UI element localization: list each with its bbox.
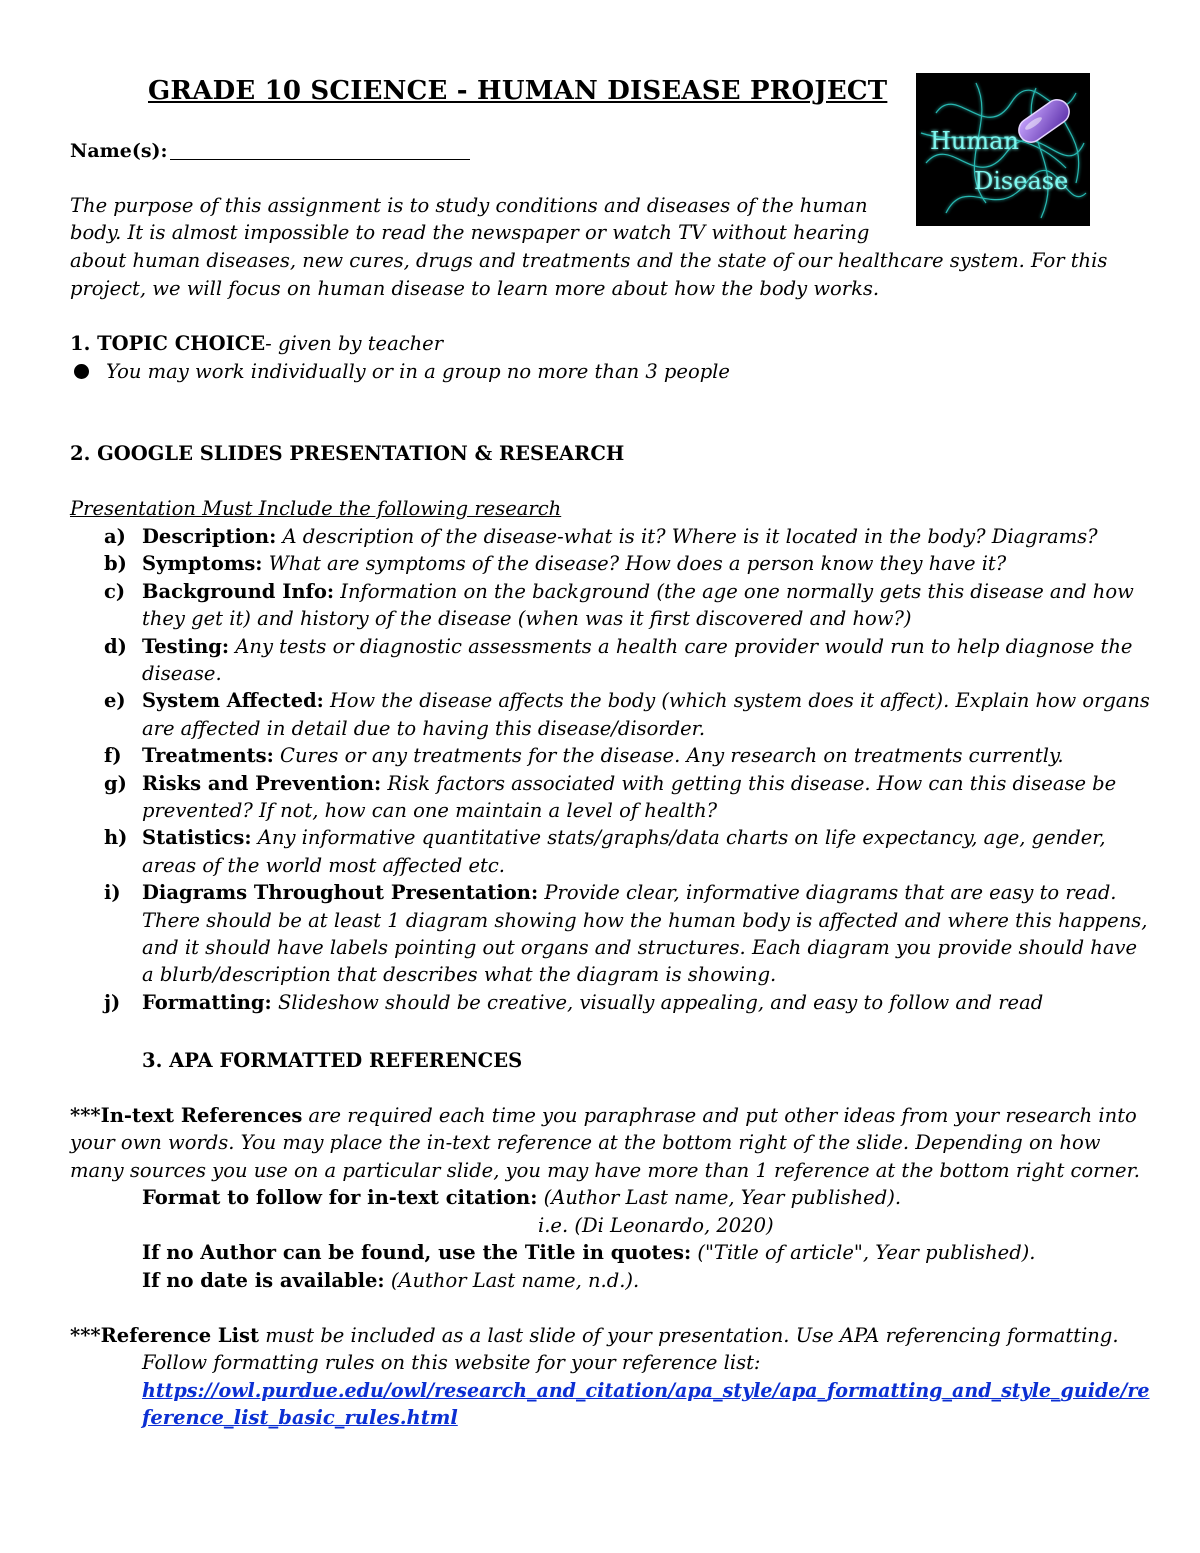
name-label-text: Name(s):	[70, 140, 168, 162]
reflist-label: ***Reference List	[70, 1324, 260, 1347]
research-item-continuation	[142, 661, 222, 687]
section1-heading: 1. TOPIC CHOICE	[70, 332, 266, 355]
research-item	[142, 743, 1064, 769]
page-title: GRADE 10 SCIENCE - HUMAN DISEASE PROJECT	[148, 76, 888, 106]
section2-heading: 2. GOOGLE SLIDES PRESENTATION & RESEARCH	[70, 442, 625, 465]
item-letter: c)	[104, 579, 126, 603]
intext-text-1: are required each time you paraphrase and put other ideas from your research into	[308, 1104, 1137, 1127]
reflist-text: must be included as a last slide of your presentation. Use APA referencing formatting.	[265, 1324, 1119, 1347]
research-item-text: There should be at least 1 diagram showing how the human body is affected and where this happens,	[142, 908, 1148, 932]
research-item-text: are affected in detail due to having this disease/disorder.	[142, 716, 706, 740]
research-item	[142, 825, 1106, 851]
follow-rules-text: Follow formatting rules on this website for your reference list:	[142, 1351, 761, 1374]
research-item-text: Provide clear, informative diagrams that are easy to read.	[544, 881, 1117, 905]
intext-line-3: many sources you use on a particular slide, you may have more than 1 reference at the bottom right corner.	[70, 1159, 1140, 1182]
format-label: Format to follow for in-text citation:	[142, 1186, 538, 1209]
logo-text-disease: Disease	[974, 167, 1069, 195]
purdue-owl-link-part2[interactable]: ference_list_basic_rules.html	[142, 1406, 458, 1429]
item-letter: g)	[104, 771, 127, 795]
name-field-label	[70, 140, 470, 162]
research-item	[142, 579, 1134, 605]
research-item-text: Information on the background (the age one normally gets this disease and how	[340, 579, 1134, 603]
research-item-text: Slideshow should be creative, visually appealing, and easy to follow and read	[277, 990, 1044, 1014]
research-item-continuation	[142, 716, 705, 742]
item-letter: e)	[104, 689, 126, 713]
research-item-text: Risk factors associated with getting this disease. How can this disease be	[387, 771, 1117, 795]
research-item-label: Background Info:	[142, 579, 335, 603]
research-item-text: Any tests or diagnostic assessments a health care provider would run to help diagnose the	[235, 634, 1133, 658]
research-item-label: Risks and Prevention:	[142, 771, 382, 795]
bacteria-icon	[916, 73, 1090, 226]
item-letter: j)	[104, 990, 121, 1014]
no-author-label: If no Author can be found, use the Title in quotes:	[142, 1241, 692, 1264]
research-item-label: Symptoms:	[142, 552, 263, 576]
logo-text-human: Human	[930, 127, 1019, 155]
research-item-text: disease.	[142, 662, 222, 685]
item-letter: i)	[104, 881, 121, 905]
no-date-value: (Author Last name, n.d.).	[390, 1269, 640, 1292]
no-author-line	[142, 1240, 1036, 1266]
research-item	[142, 551, 1006, 577]
section1-bullet-text: You may work individually or in a group no more than 3 people	[106, 360, 730, 383]
intext-line-1	[70, 1103, 1137, 1129]
no-author-value: ("Title of article", Year published).	[697, 1241, 1036, 1264]
research-item-text: Any informative quantitative stats/graphs/data charts on life expectancy, age, gender,	[257, 826, 1106, 850]
research-item-text: a blurb/description that describes what the diagram is showing.	[142, 963, 777, 987]
research-item-text: prevented? If not, how can one maintain a level of health?	[142, 799, 718, 822]
research-item-label: Statistics:	[142, 826, 252, 850]
section3-heading: 3. APA FORMATTED REFERENCES	[142, 1049, 523, 1072]
section1-heading-line	[70, 331, 443, 357]
research-item-text: A description of the disease-what is it? Where is it located in the body? Diagrams?	[282, 525, 1098, 548]
item-letter: b)	[104, 552, 127, 576]
intro-line-2: body. It is almost impossible to read the newspaper or watch TV without hearing	[70, 221, 870, 244]
purdue-owl-link-part1[interactable]: https://owl.purdue.edu/owl/research_and_citation/apa_style/apa_formatting_and_style_guide/re	[142, 1379, 1150, 1402]
research-item	[142, 990, 1043, 1016]
research-item-label: Diagrams Throughout Presentation:	[142, 881, 539, 905]
research-item-label: Description:	[142, 525, 277, 548]
intro-line-4: project, we will focus on human disease to learn more about how the body works.	[70, 277, 880, 300]
research-item-label: Formatting:	[142, 990, 272, 1014]
no-date-line	[142, 1268, 639, 1294]
citation-example: i.e. (Di Leonardo, 2020)	[538, 1214, 774, 1237]
item-letter: a)	[104, 525, 126, 548]
research-item	[142, 880, 1117, 906]
research-item-continuation	[142, 606, 912, 632]
research-item-label: System Affected:	[142, 689, 324, 713]
research-item-text: How the disease affects the body (which system does it affect). Explain how organs	[329, 689, 1150, 713]
research-item-continuation	[142, 798, 717, 824]
bullet-dot-icon	[74, 364, 89, 379]
item-letter: d)	[104, 634, 127, 658]
research-item-text: What are symptoms of the disease? How does a person know they have it?	[268, 552, 1007, 576]
reference-link-line-2[interactable]	[142, 1405, 458, 1431]
research-item-continuation	[142, 935, 1137, 961]
reference-link-line-1[interactable]	[142, 1378, 1150, 1404]
research-item	[142, 634, 1132, 660]
name-blank-line	[170, 159, 470, 160]
research-item-text: areas of the world most affected etc.	[142, 853, 506, 877]
format-line	[142, 1185, 901, 1211]
intro-line-3: about human diseases, new cures, drugs and treatments and the state of our healthcare system. For this	[70, 249, 1108, 272]
research-item-continuation	[142, 962, 776, 988]
research-item-text: Cures or any treatments for the disease. Any research on treatments currently.	[280, 744, 1064, 768]
intro-line-1: The purpose of this assignment is to study conditions and diseases of the human	[70, 194, 868, 217]
item-letter: f)	[104, 744, 122, 768]
item-letter: h)	[104, 826, 128, 850]
reflist-line	[70, 1323, 1119, 1349]
research-item-text: they get it) and history of the disease (when was it first discovered and how?)	[142, 607, 912, 631]
intext-line-2: your own words. You may place the in-text reference at the bottom right of the slide. Depending on how	[70, 1131, 1101, 1154]
research-item-label: Testing:	[142, 634, 230, 658]
research-item-label: Treatments:	[142, 744, 274, 768]
research-item	[142, 688, 1150, 714]
research-item-text: and it should have labels pointing out organs and structures. Each diagram you provide should have	[142, 936, 1138, 959]
research-item	[142, 771, 1116, 797]
section2-must-include: Presentation Must Include the following research	[70, 497, 562, 520]
section1-subtitle: - given by teacher	[265, 332, 444, 355]
format-value: (Author Last name, Year published).	[543, 1186, 902, 1209]
intext-label: ***In-text References	[70, 1104, 303, 1127]
no-date-label: If no date is available:	[142, 1269, 385, 1292]
research-item-continuation	[142, 853, 505, 879]
human-disease-logo	[916, 73, 1090, 226]
research-item-continuation	[142, 908, 1147, 934]
research-item	[142, 524, 1098, 550]
